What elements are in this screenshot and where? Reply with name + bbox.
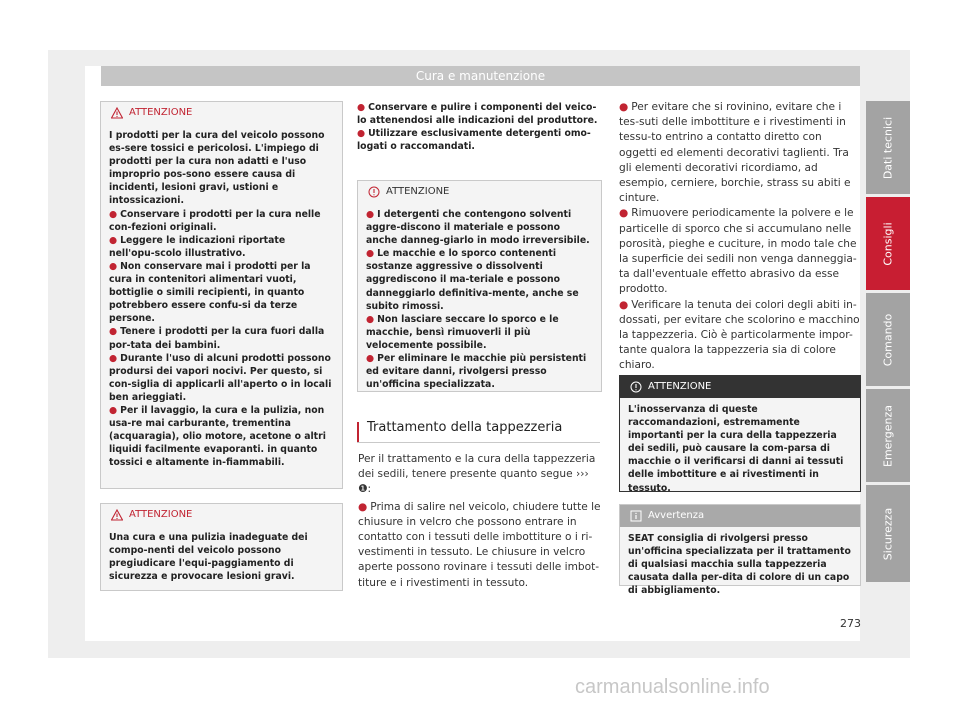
list-item: ● Le macchie e lo sporco contenenti sostanze aggressive o dissolventi aggrediscono il ma-teriale e possono danneggiarlo definitiva-mente, anche se subito rimossi. [366, 248, 579, 312]
watermark: carmanualsonline.info [575, 676, 770, 698]
list-item: ● Verificare la tenuta dei colori degli abiti in-dossati, per evitare che scolorino e macchino la tappezzeria. Ciò è particolarmente impor-tante qualora la tappezzeria sia di colore chiaro. [619, 298, 860, 372]
info-circle-icon [368, 186, 380, 198]
list-item: ● Per evitare che si rovinino, evitare che i tes-suti delle imbottiture e i rivestimenti in tessu-to entrino a contatto diretto con oggetti ed elementi decorativi taglienti. Tra gli elementi decorativi ricordiamo, ad esempio, cerniere, borchie, strass su abiti e cinture. [619, 101, 851, 205]
list-item: ● Conservare i prodotti per la cura nelle con-fezioni originali. [109, 208, 321, 233]
warning-header [101, 504, 342, 526]
warning-title: ATTENZIONE [129, 107, 193, 118]
chapter-header: Cura e manutenzione [101, 66, 860, 86]
tab-comando[interactable]: Comando [866, 293, 910, 386]
warning-triangle-icon [111, 509, 123, 521]
tab-sicurezza[interactable]: Sicurezza [866, 485, 910, 582]
list-item: ● Durante l'uso di alcuni prodotti possono prodursi dei vapori nocivi. Per questo, si con-siglia di applicarli all'aperto o in locali ben arieggiati. [109, 352, 332, 403]
list-item: ● Per il lavaggio, la cura e la pulizia, non usa-re mai carburante, trementina (acquaragia), olio motore, acetone o altri liquidi facilmente evaporanti. in quanto tossici e altamente in-fiammabili. [109, 404, 326, 469]
warning-box-cleaning [100, 503, 343, 591]
note-box [619, 504, 861, 597]
warning-text: Una cura e una pulizia inadeguate dei compo-nenti del veicolo possono pregiudicare l'equi-paggiamento di sicurezza e provocare lesioni gravi. [109, 532, 308, 583]
list-item: ● I detergenti che contengono solventi aggre-discono il materiale e possono anche danneg-giarlo in modo irreversibile. [366, 209, 590, 247]
warning-box-detergents [357, 180, 602, 392]
warning-box-upholstery [619, 375, 861, 492]
intro-paragraph: Per il trattamento e la cura della tappezzeria dei sedili, tenere presente quanto segue ››› ❶: [358, 453, 596, 496]
warning-title: ATTENZIONE [129, 509, 193, 520]
note-text: SEAT consiglia di rivolgersi presso un'officina specializzata per il trattamento di qualsiasi macchia sulla tappezzeria causata dalla per-dita di colore di un capo di abbigliamento. [628, 533, 851, 597]
column-three-list [619, 100, 861, 374]
tab-dati-tecnici[interactable]: Dati tecnici [866, 101, 910, 194]
warning-triangle-icon [111, 107, 123, 119]
list-item: ● Non conservare mai i prodotti per la cura in contenitori alimentari vuoti, bottiglie o simili recipienti, in quanto potrebbero essere confu-si da terze persone. [109, 260, 311, 325]
warning-box-products [100, 101, 343, 489]
info-circle-icon [630, 381, 642, 393]
note-title: Avvertenza [648, 510, 705, 521]
section-title: Trattamento della tappezzeria [367, 420, 563, 435]
list-item: ● Utilizzare esclusivamente detergenti omo-logati o raccomandati. [357, 128, 591, 153]
warning-title: ATTENZIONE [386, 186, 450, 197]
cross-reference[interactable]: ››› ❶: [358, 468, 589, 496]
note-header [620, 505, 860, 527]
note-icon [630, 510, 642, 522]
page-number: 273 [840, 617, 861, 630]
list-item: ● Leggere le indicazioni riportate nell'opu-scolo illustrativo. [109, 234, 286, 259]
tab-emergenza[interactable]: Emergenza [866, 389, 910, 482]
list-item: ● Prima di salire nel veicolo, chiudere tutte le chiusure in velcro che possono entrare in contatto con i tessuti delle imbottiture o i ri-vestimenti in tessuto. Le chiusure in velcro aperte possono rovinare i tessuti delle imbot-titure e i rivestimenti in tessuto. [358, 500, 601, 589]
list-item: ● Rimuovere periodicamente la polvere e le particelle di sporco che si accumulano nelle porosità, pieghe e cuciture, in modo tale che la superficie dei sedili non venga danneggia-ta dall'eventuale effetto abrasivo da esse prodotto. [619, 207, 857, 296]
list-item: ● Tenere i prodotti per la cura fuori dalla por-tata dei bambini. [109, 326, 325, 351]
list-item: ● Non lasciare seccare lo sporco e le macchie, bensì rimuoverli il più velocemente possibile. [366, 313, 559, 351]
section-heading [357, 416, 600, 443]
continued-list [357, 101, 600, 153]
tab-consigli[interactable]: Consigli [866, 197, 910, 290]
warning-text: L'inosservanza di queste raccomandazioni, estremamente importanti per la cura della tappezzeria dei sedili, può causare la com-parsa di macchie o il verificarsi di danni ai tessuti delle imbottiture e ai rivestimenti in tessuto. [628, 404, 844, 494]
warning-header [358, 181, 601, 203]
section-body [358, 452, 603, 591]
list-item: ● Conservare e pulire i componenti del veico-lo attenendosi alle indicazioni del produttore. [357, 102, 598, 127]
list-item: ● Per eliminare le macchie più persistenti ed evitare danni, rivolgersi presso un'officina specializzata. [366, 353, 587, 391]
warning-intro: I prodotti per la cura del veicolo possono es-sere tossici e pericolosi. L'impiego di prodotti per la cura non adatti e l'uso improprio pos-sono essere causa di incidenti, lesioni gravi, ustioni e intossicazioni. [109, 130, 325, 207]
heading-accent-bar [357, 422, 359, 442]
warning-header [620, 376, 860, 398]
warning-header [101, 102, 342, 124]
warning-title: ATTENZIONE [648, 381, 712, 392]
